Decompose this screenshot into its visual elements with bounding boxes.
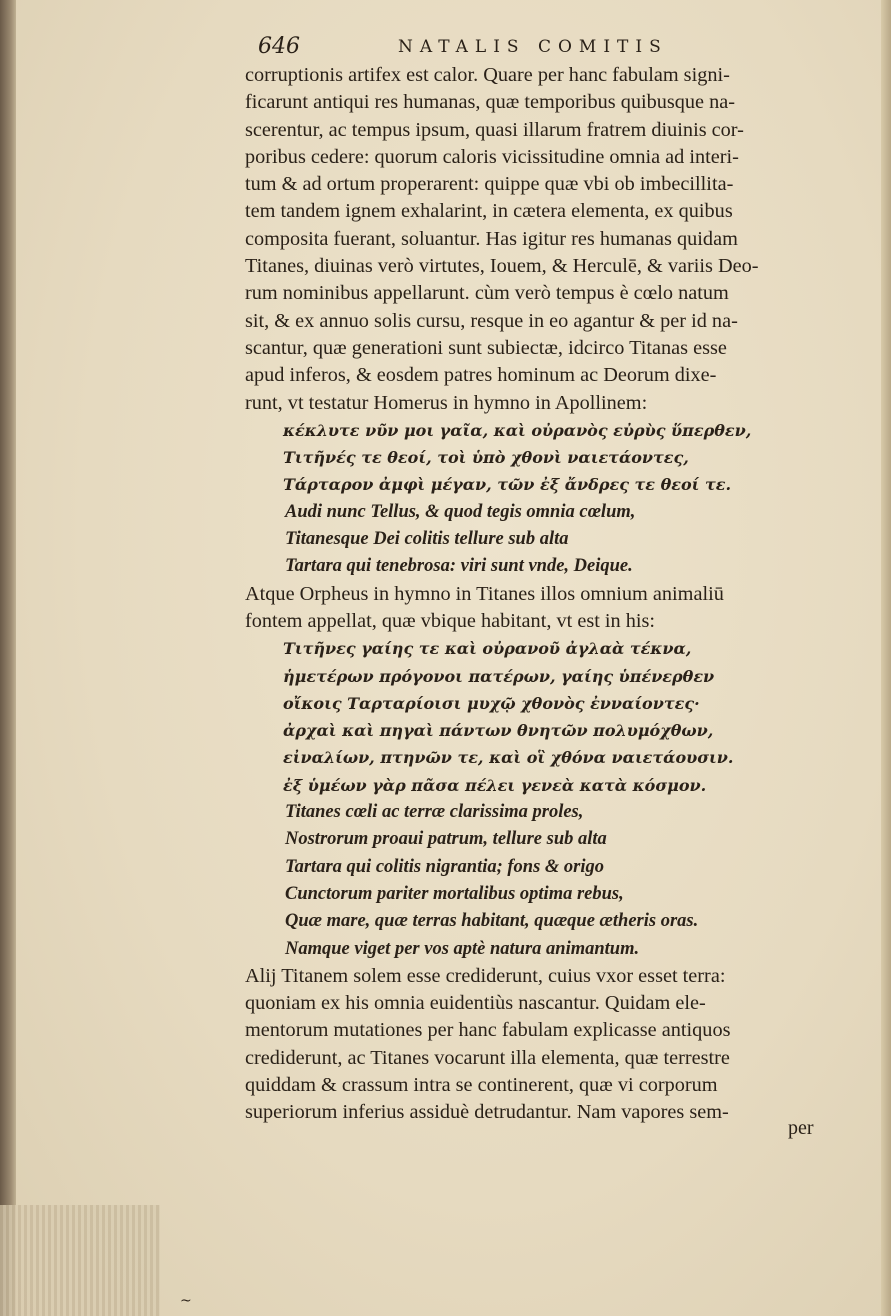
greek-verse-line: Τάρταρον ἀμφὶ μέγαν, τῶν ἐξ ἄνδρες τε θεοί τε. xyxy=(283,475,732,495)
text-line: poribus cedere: quorum caloris vicissitudine omnia ad interi- xyxy=(245,145,739,168)
greek-verse-homer xyxy=(245,417,825,499)
greek-verse-line: Τιτῆνές τε θεοί, τοὶ ὑπὸ χθονὶ ναιετάοντες, xyxy=(283,448,689,468)
text-line: mentorum mutationes per hanc fabulam explicasse antiquos xyxy=(245,1019,731,1042)
latin-verse-line: Titanes cœli ac terræ clarissima proles, xyxy=(285,802,584,823)
text-line: Titanes, diuinas verò virtutes, Iouem, & Herculē, & variis Deo- xyxy=(245,255,759,278)
text-line: corruptionis artifex est calor. Quare per hanc fabulam signi- xyxy=(245,64,730,86)
latin-verse-line: Quæ mare, quæ terras habitant, quæque ætheris oras. xyxy=(285,911,699,932)
text-line: tum & ad ortum properarent: quippe quæ vbi ob imbecillita- xyxy=(245,173,734,196)
text-line: sit, & ex annuo solis cursu, resque in eo agantur & per id na- xyxy=(245,309,738,332)
text-line: runt, vt testatur Homerus in hymno in Apollinem: xyxy=(245,391,648,414)
greek-verse-line: Τιτῆνες γαίης τε καὶ οὐρανοῦ ἀγλαὰ τέκνα, xyxy=(283,639,692,659)
latin-verse-line: Titanesque Dei colitis tellure sub alta xyxy=(285,529,569,550)
text-line: ficarunt antiqui res humanas, quæ temporibus quibusque na- xyxy=(245,91,736,114)
running-head: NATALIS COMITIS xyxy=(398,37,668,57)
text-block xyxy=(245,62,825,1127)
latin-verse-line: Nostrorum proaui patrum, tellure sub alta xyxy=(285,829,607,850)
text-line: quoniam ex his omnia euidentiùs nascantur. Quidam ele- xyxy=(245,992,706,1015)
prose-bottom xyxy=(245,963,825,1127)
page-edge-stack xyxy=(0,1205,160,1316)
text-line: composita fuerant, soluantur. Has igitur res humanas quidam xyxy=(245,227,738,250)
greek-verse-line: ἐξ ὑμέων γὰρ πᾶσα πέλει γενεὰ κατὰ κόσμον. xyxy=(283,775,707,795)
latin-verse-orpheus xyxy=(245,799,825,963)
text-line: rum nominibus appellarunt. cùm verò tempus è cœlo natum xyxy=(245,282,729,305)
latin-verse-line: Tartara qui tenebrosa: viri sunt vnde, Deique. xyxy=(285,556,633,577)
bottom-mark: ~ xyxy=(180,1293,192,1309)
latin-verse-line: Namque viget per vos aptè natura animantum. xyxy=(285,938,640,959)
greek-verse-line: ἡμετέρων πρόγονοι πατέρων, γαίης ὑπένερθεν xyxy=(283,666,715,686)
latin-verse-line: Tartara qui colitis nigrantia; fons & origo xyxy=(285,856,605,877)
text-line: quiddam & crassum intra se continerent, quæ vi corporum xyxy=(245,1073,718,1096)
text-line: superiorum inferius assiduè detrudantur. Nam vapores sem- xyxy=(245,1101,729,1124)
greek-verse-line: εἰναλίων, πτηνῶν τε, καὶ οἳ χθόνα ναιετάουσιν. xyxy=(283,748,734,768)
text-line: tem tandem ignem exhalarint, in cætera elementa, ex quibus xyxy=(245,200,733,223)
page-edge xyxy=(881,0,891,1316)
text-line: Atque Orpheus in hymno in Titanes illos omnium animaliū xyxy=(245,582,724,605)
text-line: scerentur, ac tempus ipsum, quasi illarum fratrem diuinis cor- xyxy=(245,118,744,141)
text-line: scantur, quæ generationi sunt subiectæ, idcirco Titanas esse xyxy=(245,336,727,359)
greek-verse-line: οἴκοις Ταρταρίοισι μυχῷ χθονὸς ἐνναίοντες· xyxy=(283,693,700,713)
latin-verse-line: Cunctorum pariter mortalibus optima rebus, xyxy=(285,883,624,904)
greek-verse-line: ἀρχαὶ καὶ πηγαὶ πάντων θνητῶν πολυμόχθων, xyxy=(283,721,714,741)
text-line: fontem appellat, quæ vbique habitant, vt est in his: xyxy=(245,609,656,632)
text-line: Alij Titanem solem esse crediderunt, cuius vxor esset terra: xyxy=(245,964,726,987)
catchword: per xyxy=(788,1117,814,1139)
latin-verse-homer xyxy=(245,499,825,581)
greek-verse-line: κέκλυτε νῦν μοι γαῖα, καὶ οὐρανὸς εὐρὺς ὕπερθεν, xyxy=(283,420,752,440)
greek-verse-orpheus xyxy=(245,635,825,799)
prose-mid xyxy=(245,581,825,636)
text-line: apud inferos, & eosdem patres hominum ac Deorum dixe- xyxy=(245,364,717,387)
prose-top xyxy=(245,62,825,417)
page-number: 646 xyxy=(258,34,300,59)
latin-verse-line: Audi nunc Tellus, & quod tegis omnia cœlum, xyxy=(285,501,636,522)
text-line: crediderunt, ac Titanes vocarunt illa elementa, quæ terrestre xyxy=(245,1046,730,1069)
page-header xyxy=(258,34,818,64)
